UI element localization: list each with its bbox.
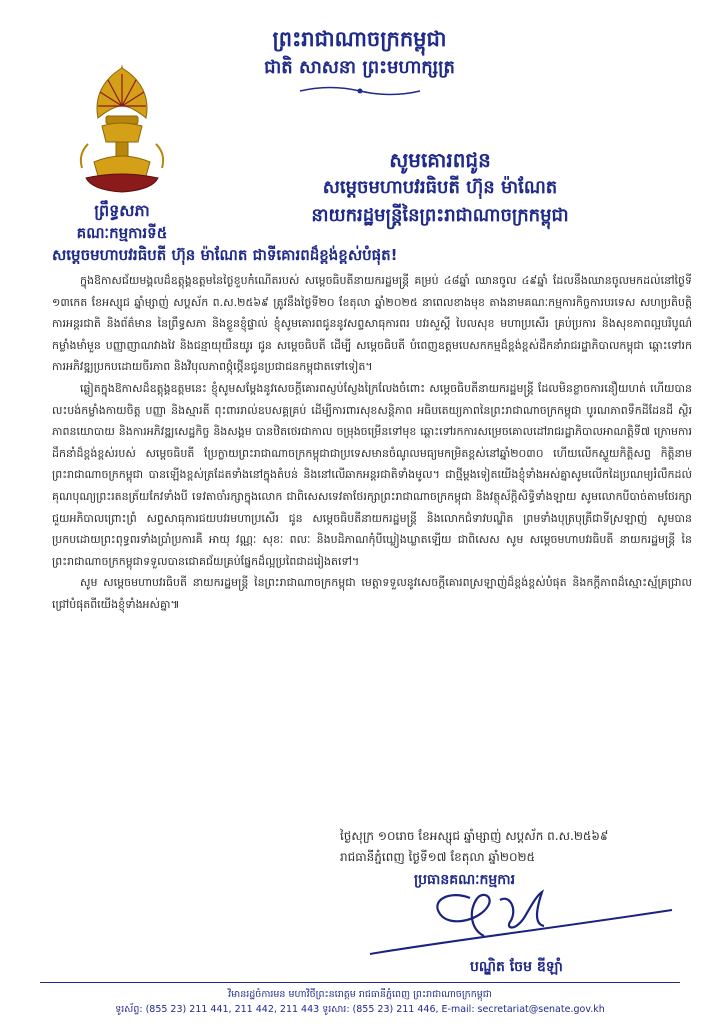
body-paragraph-3: សូម សម្តេចមហាបវរធិបតី នាយករដ្ឋមន្ត្រី នៃព្រះរាជាណាចក្រកម្ពុជា មេត្តាទទួលនូវសេចក្តីគោរពស្រឡាញ់ដ៏ខ្ពង់ខ្ពស់បំផុត និងកក្តីភាពដ៏ស្មោះស្ម័គ្រជ្រាលជ្រៅបំផុតពីយើងខ្ញុំទាំងអស់គ្នា៕ [52,576,692,611]
footer-contact: ទូរស័ព្ទ: (855 23) 211 441, 211 442, 211 443 ទូរសារ: (855 23) 211 446, E-mail: secretariat@senate.gov.kh [115,1004,605,1015]
body-paragraph-1: ក្នុងឱកាសជ័យមង្គលដ៏ឧត្តុង្គឧត្តមនៃថ្ងៃខួបកំណើតរបស់ សម្តេចធិបតីនាយករដ្ឋមន្ត្រី គម្រប់ ៤៨ឆ្នាំ ឈានចូល ៤៩ឆ្នាំ ដែលនឹងឈានចូលមកដល់នៅថ្ងៃទី ១៣កេត ខែអស្សុជ ឆ្នាំម្សាញ់ សប្តស័ក ព.ស.២៥៦៩ ត្រូវនឹងថ្ងៃទី២០ ខែតុលា ឆ្នាំ២០២៥ នាពេលខាងមុខ តាងនាមគណៈកម្មការកិច្ចការបរទេស សហប្រតិបត្តិការអន្តរជាតិ និងព័ត៌មាន នៃព្រឹទ្ធសភា និងខ្លួនខ្ញុំផ្ទាល់ ខ្ញុំសូមគោរពជូននូវសព្ទសាធុការពរ បវរសួស្តី បៃលសុខ មហាប្រសើរ គ្រប់ប្រការ និងសុខភាពល្អបរិបូណ៌ កម្លាំងមាំមួន បញ្ញាញាណវាងវៃ និងជន្មាយុយឺនយូរ ជូន សម្តេចធិបតី ដើម្បី សម្តេចធិបតី បំពេញឧត្តមបេសកកម្មដ៏ខ្ពង់ខ្ពស់ដឹកនាំរាជរដ្ឋាភិបាលកម្ពុជា ឆ្ពោះទៅរកការអភិវឌ្ឍប្រកបដោយចីរភាព និងវិបុលភាពថ្កុំថ្កើនជូនប្រជាជនកម្ពុជាតទៅទៀត។ [52,274,692,374]
footer-divider [40,982,680,983]
national-motto: ជាតិ សាសនា ព្រះមហាក្សត្រ [264,57,455,78]
addressee-title: នាយករដ្ឋមន្ត្រីនៃព្រះរាជាណាចក្រកម្ពុជា [311,205,569,226]
institution-name: ព្រឹទ្ធសភា [94,201,150,220]
date-block [340,826,680,868]
addressee-name: សម្តេចមហាបវរធិបតី ហ៊ុន ម៉ាណែត [322,177,558,198]
handwritten-signature-icon [360,870,680,960]
addressee-block [190,146,690,230]
lunar-date: ថ្ងៃសុក្រ ១០រោច ខែអស្សុជ ឆ្នាំម្សាញ់ សប្តស័ក ព.ស.២៥៦៩ [340,829,609,843]
body-paragraph-2: ឆ្លៀតក្នុងឱកាសដ៏ឧត្តុង្គឧត្តមនេះ ខ្ញុំសូមសម្តែងនូវសេចក្តីគោរពស្ញប់ស្ញែងក្រៃលែងចំពោះ សម្តេចធិបតីនាយករដ្ឋមន្ត្រី ដែលមិនខ្លាចការនឿយហត់ ហើយបានលះបង់កម្លាំងកាយចិត្ត បញ្ញា និងស្មារតី ពុះពាររាល់ឧបសគ្គគ្រប់ ដើម្បីការពារសុខសន្តិភាព អធិបតេយ្យភាពនៃព្រះរាជាណាចក្រកម្ពុជា បូរណភាពទឹកដីដែនដី ស្ថិរភាពនយោបាយ និងការអភិវឌ្ឍសេដ្ឋកិច្ច និងសង្គម បានឋិតថេរជាកាល ចម្រុងចម្រើនទៅមុខ ឆ្ពោះទៅរកការសម្រេចគោលដៅរាជរដ្ឋាភិបាលអាណត្តិទី៧ ក្រោមការដឹកនាំដ៏ខ្ពង់ខ្ពស់របស់ សម្តេចធិបតី ប្រែក្លាយព្រះរាជាណាចក្រកម្ពុជាជាប្រទេសមានចំណូលមធ្យមកម្រិតខ្ពស់នៅឆ្នាំ២០៣០ ហើយលើកស្ទួយកិត្តិសព្ទ កិត្តិនាមព្រះរាជាណាចក្រកម្ពុជា បានឡើងខ្ពស់ត្រដែតទាំងនៅក្នុងតំបន់ និងនៅលើឆាកអន្តរជាតិទាំងមូល។ ជាថ្មីម្តងទៀតយើងខ្ញុំទាំងអស់គ្នាសូមលើកដៃប្រណម្យរំលឹកដល់គុណបុណ្យព្រះរតនត្រ័យកែវទាំងបី ទេវតាចាំរក្សាក្នុងលោក ជាពិសេសទេវតាថែរក្សាព្រះរាជាណាចក្រកម្ពុជា និងវត្ថុស័ក្តិសិទ្ធិទាំងឡាយ សូមលោកបីបាច់តាមថែរក្សាជួយអភិបាលព្រោះព្រំ សព្ទសាធុការជយបវរមហាប្រសើរ ជូន សម្តេចធិបតីនាយករដ្ឋមន្ត្រី និងលោកជំទាវបណ្ឌិត ព្រមទាំងបុត្របុត្រីជាទីស្រឡាញ់ សូមបានប្រកបដោយព្រះពុទ្ធពរទាំងប្រាំប្រការគឺ អាយុ វណ្ណៈ សុខៈ ពលៈ និងបដិភាណកុំបីឃ្លៀងឃ្លាតឡើយ ជាពិសេស សូម សម្តេចមហាបវរធិបតី នាយករដ្ឋមន្ត្រី នៃព្រះរាជាណាចក្រកម្ពុជាទទួលបានជោគជ័យគ្រប់ផ្នែកដ៏ល្អប្រពៃជាដរៀងតទៅ។ [52,381,692,568]
kingdom-name: ព្រះរាជាណាចក្រកម្ពុជា [272,27,447,51]
letter-body [52,270,692,616]
institution-block [52,58,192,244]
commission-name: គណៈកម្មការទី៥ [76,224,168,242]
signatory-name: បណ្ឌិត ចែម ឌីឡាំ [470,959,563,975]
solar-date: រាជធានីភ្នំពេញ ថ្ងៃទី១៧ ខែតុលា ឆ្នាំ២០២៥ [340,850,536,864]
senate-emblem-icon [72,58,172,196]
footer-address: វិមានរដ្ឋចំការមន មហាវិថីព្រះនរោត្តម រាជធានីភ្នំពេញ ព្រះរាជាណាចក្រកម្ពុជា [228,989,492,1000]
salutation: សម្តេចមហាបវរធិបតី ហ៊ុន ម៉ាណែត ជាទីគោរពដ៏ខ្ពង់ខ្ពស់បំផុត! [52,246,398,264]
signatory-title: ប្រធានគណៈកម្មការ [414,872,516,888]
footer [40,987,680,1017]
ornament-divider-icon [295,84,425,98]
addressee-greeting: សូមគោរពជូន [389,148,491,172]
